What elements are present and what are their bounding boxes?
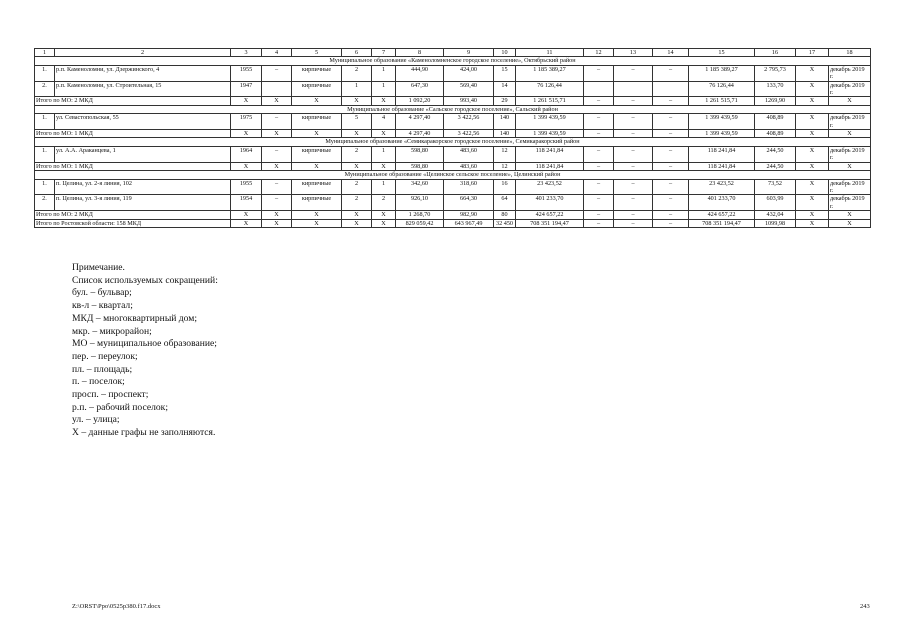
table-cell: 2 [342, 65, 372, 81]
table-cell: 408,89 [755, 114, 796, 130]
table-cell: – [614, 130, 653, 138]
table-cell: 133,70 [755, 81, 796, 97]
table-cell: 408,89 [755, 130, 796, 138]
header-cell: 14 [653, 49, 689, 57]
table-cell [262, 81, 292, 97]
header-cell: 18 [829, 49, 871, 57]
table-cell: X [292, 130, 342, 138]
total-row [35, 219, 871, 227]
table-cell: 1 [372, 146, 396, 162]
table-cell: 118 241,84 [516, 146, 584, 162]
table-cell: – [584, 219, 614, 227]
table-cell: 1. [35, 65, 55, 81]
table-cell: кирпичные [292, 114, 342, 130]
table-cell: 926,10 [396, 195, 444, 211]
table-cell [584, 81, 614, 97]
table-cell: 647,30 [396, 81, 444, 97]
table-cell: 1 268,70 [396, 211, 444, 219]
table-cell: 424 657,22 [689, 211, 755, 219]
header-cell: 10 [494, 49, 516, 57]
table-cell: 483,60 [444, 146, 494, 162]
total-label: Итого по МО: 2 МКД [35, 97, 231, 105]
table-cell: 2 [342, 146, 372, 162]
table-row [35, 114, 871, 130]
table-cell: – [584, 65, 614, 81]
table-cell: 2 [342, 195, 372, 211]
notes-section [72, 262, 218, 440]
abbreviation-line: бул. – бульвар; [72, 287, 132, 299]
table-cell: X [372, 130, 396, 138]
table-cell: – [653, 130, 689, 138]
table-row [35, 146, 871, 162]
table-cell: – [653, 162, 689, 170]
table-cell: 23 423,52 [689, 179, 755, 195]
table-cell: 993,40 [444, 97, 494, 105]
table-cell: 140 [494, 130, 516, 138]
table-cell: X [829, 219, 871, 227]
table-cell: X [372, 219, 396, 227]
section-title: Муниципальное образование «Целинское сельское поселение», Целинский район [35, 171, 871, 179]
table-cell: р.п. Каменоломни, ул. Дзержинского, 4 [55, 65, 231, 81]
table-cell: 1 185 389,27 [689, 65, 755, 81]
table-cell: 318,60 [444, 179, 494, 195]
table-cell: ул. Севастопольская, 55 [55, 114, 231, 130]
table-cell: – [614, 219, 653, 227]
table-cell: 3 422,56 [444, 114, 494, 130]
abbreviation-line: мкр. – микрорайон; [72, 325, 152, 337]
table-cell: 118 241,84 [516, 162, 584, 170]
table-cell: декабрь 2019 г. [829, 65, 871, 81]
header-cell: 8 [396, 49, 444, 57]
page-number: 243 [860, 603, 870, 610]
table-cell: X [262, 130, 292, 138]
table-cell: X [796, 146, 829, 162]
total-label: Итого по МО: 1 МКД [35, 162, 231, 170]
header-cell: 5 [292, 49, 342, 57]
abbreviation-line: X – данные графы не заполняются. [72, 427, 216, 439]
abbreviation-line: МО – муниципальное образование; [72, 338, 217, 350]
table-cell: – [614, 65, 653, 81]
table-cell: 1 399 439,59 [689, 114, 755, 130]
section-row [35, 105, 871, 113]
table-cell: ул. А.А. Араканцева, 1 [55, 146, 231, 162]
table-cell: 3 422,56 [444, 130, 494, 138]
table-cell: п. Целина, ул. 2-я линия, 102 [55, 179, 231, 195]
table-cell: – [584, 179, 614, 195]
table-cell: X [262, 211, 292, 219]
table-cell: 444,90 [396, 65, 444, 81]
table-cell: 598,80 [396, 162, 444, 170]
table-cell: 708 351 194,47 [689, 219, 755, 227]
table-cell: X [342, 97, 372, 105]
table-cell: X [342, 130, 372, 138]
table-cell: – [584, 97, 614, 105]
table-cell: 1947 [231, 81, 262, 97]
table-cell: 12 [494, 146, 516, 162]
table-cell: – [262, 65, 292, 81]
table-cell: кирпичные [292, 195, 342, 211]
table-cell: – [262, 146, 292, 162]
table-cell: 643 967,49 [444, 219, 494, 227]
table-cell: – [653, 219, 689, 227]
table-cell: – [584, 114, 614, 130]
table-cell: 14 [494, 81, 516, 97]
table-cell: – [614, 97, 653, 105]
housing-register-table [34, 48, 871, 228]
table-cell: 29 [494, 97, 516, 105]
table-cell: кирпичные [292, 179, 342, 195]
table-cell: 16 [494, 179, 516, 195]
table-cell: X [231, 130, 262, 138]
table-cell: 118 241,84 [689, 146, 755, 162]
table-cell: X [796, 179, 829, 195]
table-cell: 1 [372, 65, 396, 81]
table-cell: X [342, 211, 372, 219]
table-cell: 1 399 439,59 [516, 130, 584, 138]
table-cell: – [614, 211, 653, 219]
header-cell: 16 [755, 49, 796, 57]
table-cell: 5 [342, 114, 372, 130]
table-cell: п. Целина, ул. 3-я линия, 119 [55, 195, 231, 211]
table-cell: 76 126,44 [689, 81, 755, 97]
table-cell: X [262, 97, 292, 105]
table-cell: X [231, 211, 262, 219]
table-cell: – [653, 179, 689, 195]
section-title: Муниципальное образование «Каменоломненское городское поселение», Октябрьский район [35, 57, 871, 65]
table-cell: – [584, 195, 614, 211]
table-cell: 80 [494, 211, 516, 219]
abbreviation-line: п. – поселок; [72, 376, 125, 388]
section-row [35, 138, 871, 146]
notes-title: Примечание. [72, 262, 125, 273]
abbreviation-line: р.п. – рабочий поселок; [72, 401, 169, 413]
table-cell: X [829, 130, 871, 138]
table-cell: X [372, 97, 396, 105]
table-cell [614, 81, 653, 97]
abbreviation-line: Список используемых сокращений: [72, 274, 218, 286]
table-cell: 1 092,20 [396, 97, 444, 105]
table-cell: – [653, 195, 689, 211]
table-cell: X [262, 162, 292, 170]
table-cell: – [653, 65, 689, 81]
total-row [35, 211, 871, 219]
table-cell: 32 450 [494, 219, 516, 227]
abbreviation-line: пер. – переулок; [72, 350, 138, 362]
section-title: Муниципальное образование «Семикаракорское городское поселение», Семикаракорский район [35, 138, 871, 146]
table-row [35, 179, 871, 195]
table-row [35, 195, 871, 211]
abbreviation-line: кв-л – квартал; [72, 300, 133, 312]
table-cell: – [614, 114, 653, 130]
table-cell: X [829, 211, 871, 219]
table-cell: 73,52 [755, 179, 796, 195]
table-cell: X [796, 162, 829, 170]
table-cell: 244,50 [755, 162, 796, 170]
table-cell: кирпичные [292, 65, 342, 81]
total-row [35, 162, 871, 170]
table-cell: 1 [372, 81, 396, 97]
table-cell: 4 297,40 [396, 130, 444, 138]
section-row [35, 171, 871, 179]
table-cell: X [292, 97, 342, 105]
table-cell: – [653, 211, 689, 219]
table-cell: 12 [494, 162, 516, 170]
table-cell: 1 185 389,27 [516, 65, 584, 81]
table-cell: 1 [342, 81, 372, 97]
table-cell: X [342, 219, 372, 227]
header-cell: 12 [584, 49, 614, 57]
table-cell: X [231, 219, 262, 227]
header-cell: 1 [35, 49, 55, 57]
table-cell: 1954 [231, 195, 262, 211]
table-cell: X [796, 65, 829, 81]
table-cell: 244,50 [755, 146, 796, 162]
header-cell: 7 [372, 49, 396, 57]
abbreviation-line: просп. – проспект; [72, 389, 149, 401]
table-cell: 2. [35, 195, 55, 211]
table-cell: X [292, 219, 342, 227]
table-cell: 76 126,44 [516, 81, 584, 97]
section-title: Муниципальное образование «Сальское городское поселение», Сальский район [35, 105, 871, 113]
table-cell: 118 241,84 [689, 162, 755, 170]
table-cell: – [262, 195, 292, 211]
table-cell: 432,04 [755, 211, 796, 219]
table-cell: 401 233,70 [516, 195, 584, 211]
table-cell: 1 261 515,71 [516, 97, 584, 105]
table-cell: X [292, 211, 342, 219]
table-cell: 140 [494, 114, 516, 130]
total-row [35, 97, 871, 105]
table-cell: кирпичные [292, 146, 342, 162]
header-cell: 17 [796, 49, 829, 57]
table-row [35, 65, 871, 81]
table-cell: – [614, 179, 653, 195]
table-cell: X [796, 97, 829, 105]
table-cell [653, 81, 689, 97]
table-cell: кирпичные [292, 81, 342, 97]
table-cell: – [584, 146, 614, 162]
header-cell: 13 [614, 49, 653, 57]
abbreviation-line: МКД – многоквартирный дом; [72, 312, 198, 324]
table-cell: – [584, 130, 614, 138]
table-cell: декабрь 2019 г. [829, 81, 871, 97]
table-cell: 1. [35, 179, 55, 195]
table-cell: X [829, 162, 871, 170]
table-cell: X [796, 219, 829, 227]
table-cell: – [653, 146, 689, 162]
table-cell: X [796, 211, 829, 219]
file-path: Z:\ORST\Ppo\0525p380.f17.docx [72, 603, 161, 610]
table-cell: X [342, 162, 372, 170]
table-cell: декабрь 2019 г. [829, 179, 871, 195]
table-cell: 23 423,52 [516, 179, 584, 195]
table-cell: X [231, 97, 262, 105]
table-cell: – [653, 97, 689, 105]
header-cell: 4 [262, 49, 292, 57]
table-cell: 708 351 194,47 [516, 219, 584, 227]
table-cell: 598,80 [396, 146, 444, 162]
table-cell: 1269,90 [755, 97, 796, 105]
header-cell: 9 [444, 49, 494, 57]
abbreviation-line: ул. – улица; [72, 414, 120, 426]
table-cell: р.п. Каменоломни, ул. Строительная, 15 [55, 81, 231, 97]
total-label: Итого по МО: 2 МКД [35, 211, 231, 219]
table-cell: 1 399 439,59 [516, 114, 584, 130]
total-label: Итого по МО: 1 МКД [35, 130, 231, 138]
table-cell: 401 233,70 [689, 195, 755, 211]
table-cell: декабрь 2019 г. [829, 146, 871, 162]
table-cell: 1955 [231, 65, 262, 81]
table-cell: 64 [494, 195, 516, 211]
table-cell: 424,00 [444, 65, 494, 81]
table-cell: 2 [372, 195, 396, 211]
table-cell: X [292, 162, 342, 170]
table-cell: декабрь 2019 г. [829, 195, 871, 211]
table-cell: X [262, 219, 292, 227]
total-row [35, 130, 871, 138]
table-cell: – [614, 195, 653, 211]
table-cell: – [262, 179, 292, 195]
table-header-row [35, 49, 871, 57]
table-cell: X [796, 195, 829, 211]
table-cell: X [372, 211, 396, 219]
table-cell: 1 [372, 179, 396, 195]
table-cell: – [584, 211, 614, 219]
table-cell: 342,60 [396, 179, 444, 195]
table-cell: 569,40 [444, 81, 494, 97]
table-cell: 1 399 439,59 [689, 130, 755, 138]
table-cell: 1975 [231, 114, 262, 130]
table-cell: 4 [372, 114, 396, 130]
table-cell: 664,30 [444, 195, 494, 211]
table-cell: X [796, 114, 829, 130]
table-cell: – [653, 114, 689, 130]
table-cell: 1. [35, 146, 55, 162]
table-cell: – [614, 162, 653, 170]
table-cell: – [262, 114, 292, 130]
table-cell: – [584, 162, 614, 170]
table-cell: 1099,98 [755, 219, 796, 227]
table-cell: 1. [35, 114, 55, 130]
header-cell: 3 [231, 49, 262, 57]
table-cell: 2 795,73 [755, 65, 796, 81]
table-cell: X [796, 81, 829, 97]
table-cell: X [372, 162, 396, 170]
header-cell: 2 [55, 49, 231, 57]
table-cell: 982,90 [444, 211, 494, 219]
table-cell: X [231, 162, 262, 170]
table-cell: 2 [342, 179, 372, 195]
abbreviations-list [72, 275, 218, 440]
table-cell: 1964 [231, 146, 262, 162]
table-cell: 424 657,22 [516, 211, 584, 219]
table-cell: 15 [494, 65, 516, 81]
section-row [35, 57, 871, 65]
abbreviation-line: пл. – площадь; [72, 363, 133, 375]
table-cell: X [796, 130, 829, 138]
table-cell: 829 059,42 [396, 219, 444, 227]
table-cell: 1955 [231, 179, 262, 195]
table-cell: 603,99 [755, 195, 796, 211]
header-cell: 15 [689, 49, 755, 57]
table-cell: декабрь 2019 г. [829, 114, 871, 130]
table-cell: 483,60 [444, 162, 494, 170]
table-cell: 4 297,40 [396, 114, 444, 130]
table-row [35, 81, 871, 97]
header-cell: 11 [516, 49, 584, 57]
table-body [35, 49, 871, 228]
total-label: Итого по Ростовской области: 158 МКД [35, 219, 231, 227]
table-cell: X [829, 97, 871, 105]
table-cell: 2. [35, 81, 55, 97]
table-cell: 1 261 515,71 [689, 97, 755, 105]
table-cell: – [614, 146, 653, 162]
header-cell: 6 [342, 49, 372, 57]
